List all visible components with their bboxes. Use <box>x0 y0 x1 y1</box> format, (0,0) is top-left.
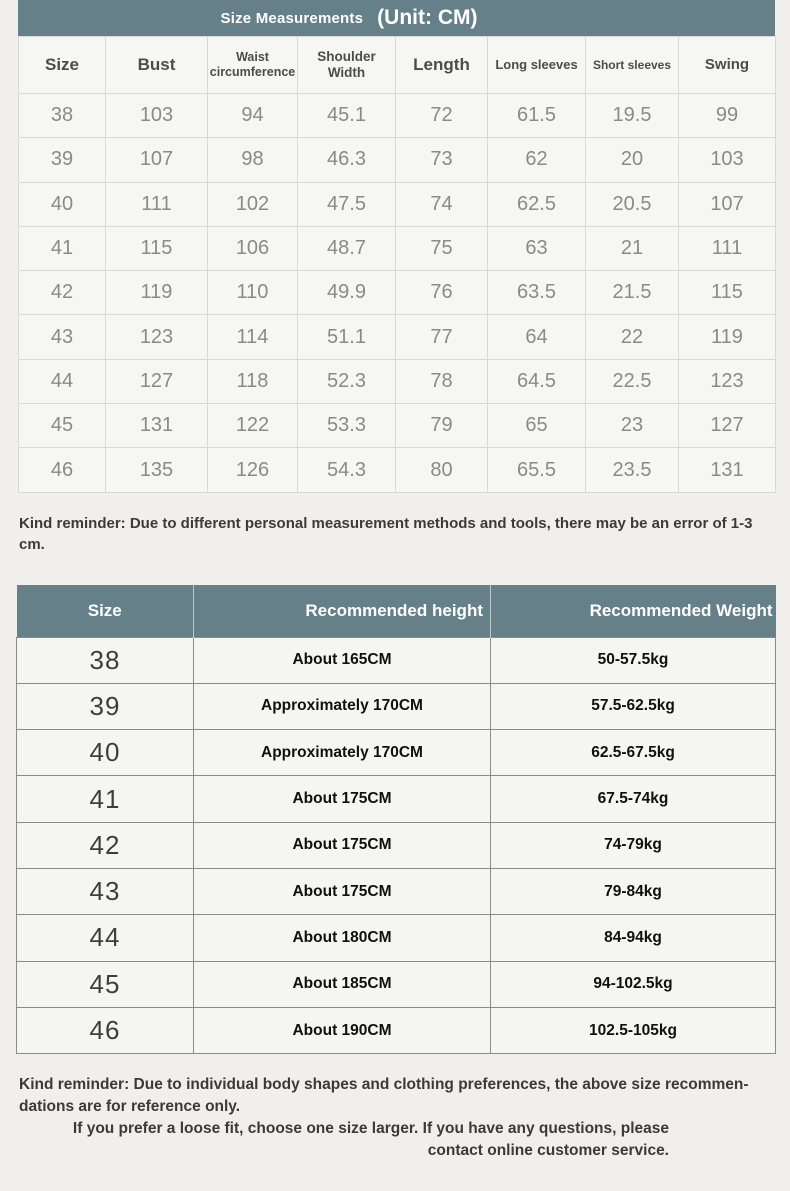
column-header: Long sleeves <box>488 37 586 94</box>
table-cell: 102 <box>208 182 298 226</box>
recommendation-note-line: If you prefer a loose fit, choose one size larger. If you have any questions, please <box>72 1120 669 1137</box>
table-row <box>19 359 776 403</box>
table-cell: 63.5 <box>488 271 586 315</box>
table-cell: 79 <box>396 404 488 448</box>
table-row <box>19 315 776 359</box>
column-header: Waist circumference <box>208 37 298 94</box>
table-row <box>17 868 776 914</box>
table-cell: 135 <box>106 448 208 492</box>
table-row <box>17 1007 776 1053</box>
recommendation-note-line: dations are for reference only. <box>19 1098 241 1115</box>
table-cell: 62.5 <box>488 182 586 226</box>
measurement-table-header-row <box>19 37 776 94</box>
table-row <box>17 776 776 822</box>
table-cell: 22 <box>586 315 679 359</box>
table-row <box>17 637 776 683</box>
table-cell: 127 <box>679 404 776 448</box>
table-cell: 74 <box>396 182 488 226</box>
column-header: Bust <box>106 37 208 94</box>
table-cell: 47.5 <box>298 182 396 226</box>
table-row <box>19 404 776 448</box>
table-row <box>17 961 776 1007</box>
recommendation-note-fit-advice <box>19 1118 669 1162</box>
table-cell: Approximately 170CM <box>194 730 491 776</box>
table-cell: 64 <box>488 315 586 359</box>
table-cell: 20.5 <box>586 182 679 226</box>
table-cell: 67.5-74kg <box>491 776 776 822</box>
recommendation-table-header-row <box>17 585 776 637</box>
table-row <box>17 730 776 776</box>
table-row <box>19 138 776 182</box>
table-cell: About 165CM <box>194 637 491 683</box>
table-cell: 103 <box>106 94 208 138</box>
column-header: Recommended Weight <box>491 585 776 637</box>
table-cell: 65.5 <box>488 448 586 492</box>
table-cell: 99 <box>679 94 776 138</box>
table-cell: 42 <box>19 271 106 315</box>
table-cell: 53.3 <box>298 404 396 448</box>
table-cell: 46 <box>19 448 106 492</box>
table-cell: 44 <box>19 359 106 403</box>
table-cell: 20 <box>586 138 679 182</box>
table-cell: 74-79kg <box>491 822 776 868</box>
table-cell: 39 <box>17 683 194 729</box>
table-cell: 51.1 <box>298 315 396 359</box>
table-cell: 73 <box>396 138 488 182</box>
column-header: Size <box>17 585 194 637</box>
table-cell: 23 <box>586 404 679 448</box>
table-cell: 115 <box>106 226 208 270</box>
table-cell: 118 <box>208 359 298 403</box>
table-cell: About 180CM <box>194 915 491 961</box>
table-cell: 21 <box>586 226 679 270</box>
recommendation-note-line: Kind reminder: Due to individual body shapes and clothing preferences, the above size recommen- <box>19 1076 749 1093</box>
recommendation-note <box>19 1074 774 1162</box>
table-cell: 57.5-62.5kg <box>491 683 776 729</box>
table-cell: 44 <box>17 915 194 961</box>
column-header: Length <box>396 37 488 94</box>
table-cell: 46 <box>17 1007 194 1053</box>
table-cell: 40 <box>17 730 194 776</box>
table-cell: 23.5 <box>586 448 679 492</box>
table-cell: 46.3 <box>298 138 396 182</box>
table-row <box>19 226 776 270</box>
table-cell: 119 <box>106 271 208 315</box>
table-cell: About 175CM <box>194 776 491 822</box>
table-cell: 114 <box>208 315 298 359</box>
table-cell: 62 <box>488 138 586 182</box>
table-cell: 49.9 <box>298 271 396 315</box>
table-cell: 43 <box>19 315 106 359</box>
table-cell: 50-57.5kg <box>491 637 776 683</box>
table-cell: 94 <box>208 94 298 138</box>
table-row <box>19 271 776 315</box>
column-header: Short sleeves <box>586 37 679 94</box>
column-header: Shoulder Width <box>298 37 396 94</box>
table-cell: 63 <box>488 226 586 270</box>
measurement-table <box>18 36 776 493</box>
table-cell: 123 <box>679 359 776 403</box>
table-cell: 39 <box>19 138 106 182</box>
recommendation-table <box>16 585 776 1054</box>
table-cell: Approximately 170CM <box>194 683 491 729</box>
table-cell: 22.5 <box>586 359 679 403</box>
table-cell: 102.5-105kg <box>491 1007 776 1053</box>
table-cell: 40 <box>19 182 106 226</box>
table-cell: 38 <box>17 637 194 683</box>
table-cell: 45 <box>17 961 194 1007</box>
table-cell: 123 <box>106 315 208 359</box>
table-cell: 77 <box>396 315 488 359</box>
table-cell: 107 <box>106 138 208 182</box>
table-cell: 98 <box>208 138 298 182</box>
table-cell: 61.5 <box>488 94 586 138</box>
table-cell: 38 <box>19 94 106 138</box>
table-cell: 110 <box>208 271 298 315</box>
table-cell: 80 <box>396 448 488 492</box>
table-cell: About 175CM <box>194 868 491 914</box>
column-header: Recommended height <box>194 585 491 637</box>
table-row <box>19 182 776 226</box>
table-cell: About 185CM <box>194 961 491 1007</box>
table-cell: 126 <box>208 448 298 492</box>
recommendation-table-body <box>17 637 776 1054</box>
table-cell: 127 <box>106 359 208 403</box>
table-row <box>19 448 776 492</box>
table-cell: 62.5-67.5kg <box>491 730 776 776</box>
table-cell: 111 <box>106 182 208 226</box>
table-cell: 75 <box>396 226 488 270</box>
column-header: Swing <box>679 37 776 94</box>
measurement-table-title-bar <box>18 0 775 36</box>
table-cell: 42 <box>17 822 194 868</box>
table-row <box>17 822 776 868</box>
table-cell: 103 <box>679 138 776 182</box>
table-cell: 79-84kg <box>491 868 776 914</box>
table-cell: 72 <box>396 94 488 138</box>
table-cell: 94-102.5kg <box>491 961 776 1007</box>
recommendation-table-section <box>16 585 775 1054</box>
table-row <box>17 683 776 729</box>
table-cell: 122 <box>208 404 298 448</box>
table-cell: 76 <box>396 271 488 315</box>
table-row <box>19 94 776 138</box>
table-cell: 43 <box>17 868 194 914</box>
measurement-unit-label: (Unit: CM) <box>377 6 478 29</box>
table-cell: 19.5 <box>586 94 679 138</box>
table-cell: About 190CM <box>194 1007 491 1053</box>
table-cell: 41 <box>17 776 194 822</box>
table-cell: 119 <box>679 315 776 359</box>
recommendation-note-line: contact online customer service. <box>427 1142 669 1159</box>
table-cell: 21.5 <box>586 271 679 315</box>
table-cell: 45 <box>19 404 106 448</box>
table-cell: 84-94kg <box>491 915 776 961</box>
table-cell: 78 <box>396 359 488 403</box>
table-cell: 131 <box>106 404 208 448</box>
table-cell: 45.1 <box>298 94 396 138</box>
measurement-table-section <box>18 0 775 493</box>
table-cell: 115 <box>679 271 776 315</box>
column-header: Size <box>19 37 106 94</box>
measurement-note: Kind reminder: Due to different personal measurement methods and tools, there may be an error of 1-3 cm. <box>19 515 753 553</box>
table-cell: 64.5 <box>488 359 586 403</box>
table-cell: 52.3 <box>298 359 396 403</box>
table-cell: 131 <box>679 448 776 492</box>
table-cell: 48.7 <box>298 226 396 270</box>
table-cell: 106 <box>208 226 298 270</box>
measurement-table-title: Size Measurements <box>220 9 364 27</box>
table-cell: 41 <box>19 226 106 270</box>
table-row <box>17 915 776 961</box>
table-cell: About 175CM <box>194 822 491 868</box>
table-cell: 111 <box>679 226 776 270</box>
table-cell: 54.3 <box>298 448 396 492</box>
measurement-table-body <box>19 94 776 493</box>
table-cell: 65 <box>488 404 586 448</box>
table-cell: 107 <box>679 182 776 226</box>
